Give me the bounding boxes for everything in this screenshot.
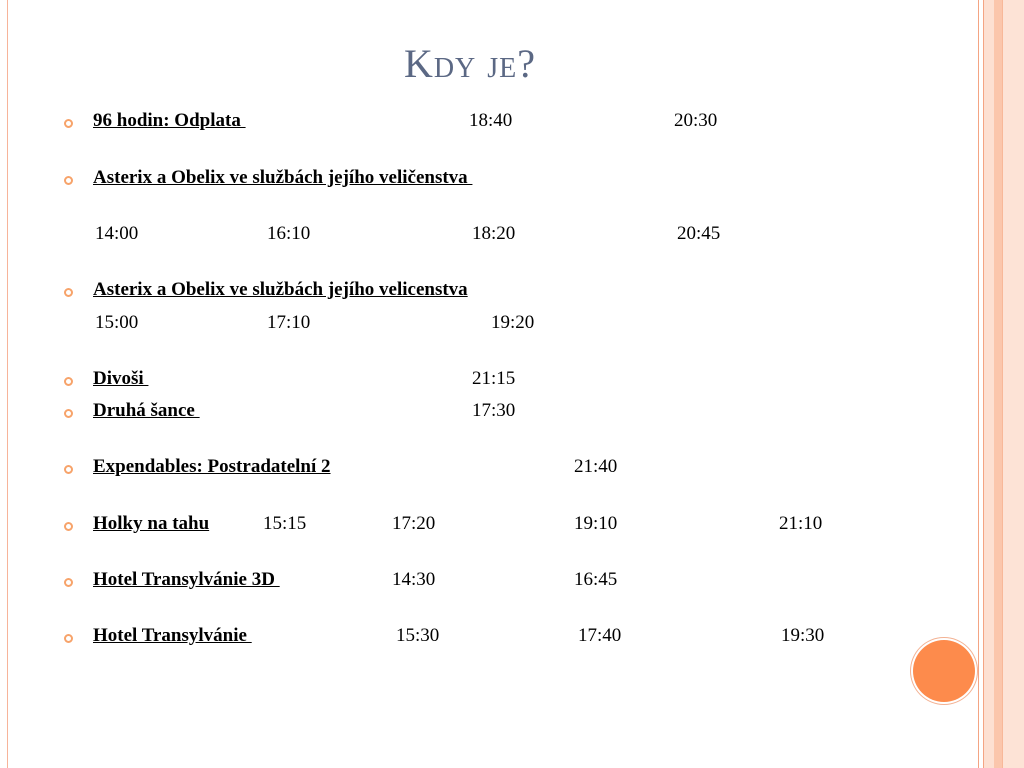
showtime: 21:40 bbox=[574, 456, 618, 477]
film-title[interactable]: 96 hodin: Odplata bbox=[93, 110, 246, 131]
film-title[interactable]: Asterix a Obelix ve službách jejího velicenstva bbox=[93, 279, 468, 300]
film-title[interactable]: Asterix a Obelix ve službách jejího veličenstva bbox=[93, 167, 473, 188]
list-item bbox=[0, 167, 960, 191]
list-item bbox=[0, 368, 960, 392]
showtime: 20:45 bbox=[677, 223, 721, 244]
decorative-circle bbox=[913, 640, 975, 702]
showtime: 21:10 bbox=[779, 513, 823, 534]
list-item bbox=[0, 312, 960, 336]
list-item bbox=[0, 569, 960, 593]
showtime: 17:30 bbox=[472, 400, 516, 421]
showtime: 18:20 bbox=[472, 223, 516, 244]
showtime: 17:20 bbox=[392, 513, 436, 534]
list-item bbox=[0, 110, 960, 134]
film-title[interactable]: Hotel Transylvánie 3D bbox=[93, 569, 280, 590]
list-item bbox=[0, 625, 960, 649]
bullet-icon bbox=[64, 119, 73, 128]
list-item bbox=[0, 456, 960, 480]
bullet-icon bbox=[64, 634, 73, 643]
showtime: 17:10 bbox=[267, 312, 311, 333]
showtime: 20:30 bbox=[674, 110, 718, 131]
bullet-icon bbox=[64, 522, 73, 531]
showtime: 16:10 bbox=[267, 223, 311, 244]
showtime: 15:15 bbox=[263, 513, 307, 534]
list-item bbox=[0, 223, 960, 247]
showtime: 21:15 bbox=[472, 368, 516, 389]
showtime: 18:40 bbox=[469, 110, 513, 131]
bullet-icon bbox=[64, 288, 73, 297]
showtime: 15:00 bbox=[95, 312, 139, 333]
list-item bbox=[0, 513, 960, 537]
showtime: 15:30 bbox=[396, 625, 440, 646]
list-item bbox=[0, 400, 960, 424]
page-title: Kdy je? bbox=[403, 41, 537, 86]
decorative-stripe bbox=[984, 0, 994, 768]
bullet-icon bbox=[64, 578, 73, 587]
film-title[interactable]: Druhá šance bbox=[93, 400, 200, 421]
decorative-stripe bbox=[994, 0, 1002, 768]
film-title[interactable]: Divoši bbox=[93, 368, 149, 389]
showtime: 19:20 bbox=[491, 312, 535, 333]
showtime: 14:00 bbox=[95, 223, 139, 244]
bullet-icon bbox=[64, 409, 73, 418]
bullet-icon bbox=[64, 377, 73, 386]
showtime: 16:45 bbox=[574, 569, 618, 590]
bullet-icon bbox=[64, 176, 73, 185]
decorative-stripe bbox=[1002, 0, 1024, 768]
showtime: 19:10 bbox=[574, 513, 618, 534]
showtime: 19:30 bbox=[781, 625, 825, 646]
showtime: 14:30 bbox=[392, 569, 436, 590]
bullet-icon bbox=[64, 465, 73, 474]
list-item bbox=[0, 279, 960, 303]
film-title[interactable]: Holky na tahu bbox=[93, 513, 210, 534]
film-title[interactable]: Hotel Transylvánie bbox=[93, 625, 252, 646]
film-title[interactable]: Expendables: Postradatelní 2 bbox=[93, 456, 331, 477]
showtime: 17:40 bbox=[578, 625, 622, 646]
